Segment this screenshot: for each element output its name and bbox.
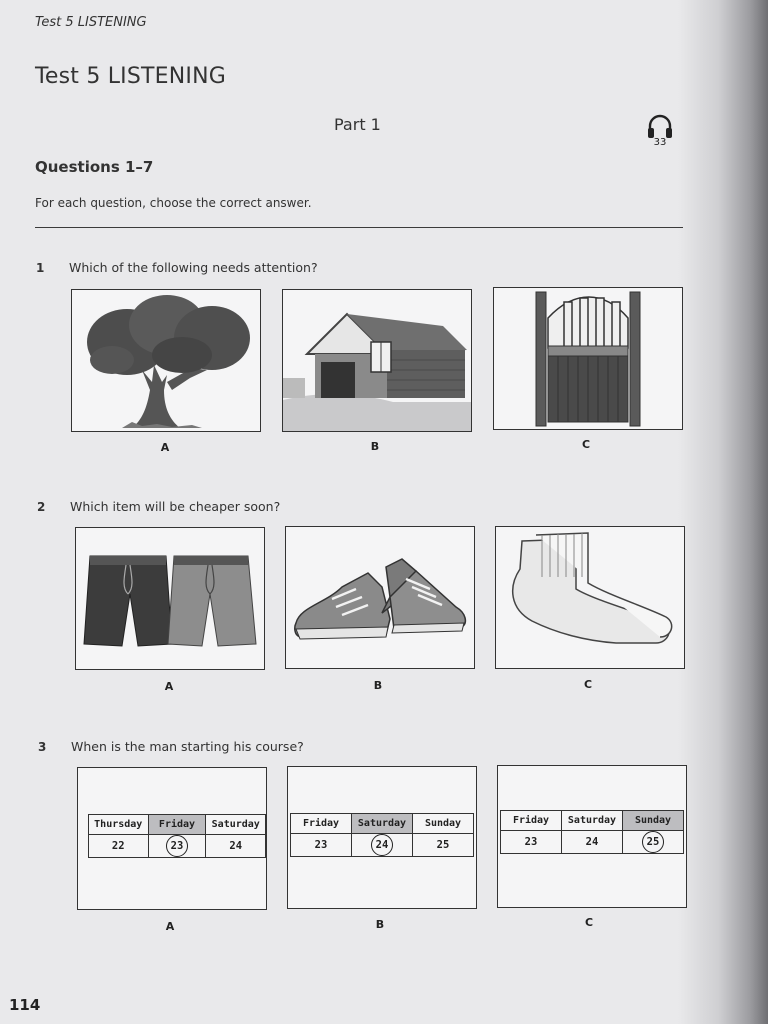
option-c-calendar[interactable] xyxy=(497,765,687,908)
option-label-a: A xyxy=(164,680,174,693)
option-a-shorts-picture[interactable] xyxy=(75,527,265,670)
calendar-date: 25 xyxy=(413,834,474,857)
headphones-icon xyxy=(646,113,674,139)
calendar-day: Thursday xyxy=(89,815,149,835)
circled-date: 25 xyxy=(642,831,664,853)
option-label-b: B xyxy=(370,440,380,453)
garage-image xyxy=(283,290,471,431)
calendar-date: 24 xyxy=(206,835,266,858)
tree-image xyxy=(72,290,260,431)
option-label-b: B xyxy=(375,918,385,931)
running-head: Test 5 LISTENING xyxy=(35,15,147,30)
option-label-c: C xyxy=(581,438,591,451)
calendar-date: 23 xyxy=(291,834,352,857)
instructions: For each question, choose the correct answer. xyxy=(35,196,312,210)
calendar-day-highlighted: Friday xyxy=(148,815,206,835)
gate-image xyxy=(494,288,682,429)
option-c-gate-picture[interactable] xyxy=(493,287,683,430)
calendar-date-circled xyxy=(352,834,413,857)
calendar-day: Saturday xyxy=(562,811,623,831)
calendar-day: Sunday xyxy=(413,814,474,834)
calendar-table xyxy=(500,810,684,854)
question-text: Which item will be cheaper soon? xyxy=(70,499,281,514)
calendar-table xyxy=(88,814,266,858)
option-label-b: B xyxy=(373,679,383,692)
calendar-table xyxy=(290,813,474,857)
calendar-day: Friday xyxy=(501,811,562,831)
calendar-date-circled xyxy=(623,831,684,854)
question-number: 3 xyxy=(38,740,47,754)
socks-image xyxy=(496,527,684,668)
page-title: Test 5 LISTENING xyxy=(35,64,227,89)
calendar-day: Friday xyxy=(291,814,352,834)
question-number: 1 xyxy=(36,261,45,275)
option-label-a: A xyxy=(165,920,175,933)
option-label-c: C xyxy=(583,678,593,691)
questions-heading: Questions 1–7 xyxy=(35,158,154,176)
question-text: When is the man starting his course? xyxy=(71,739,304,754)
option-a-tree-picture[interactable] xyxy=(71,289,261,432)
part-heading: Part 1 xyxy=(334,115,381,134)
calendar-date-circled xyxy=(148,835,206,858)
audio-track-number: 33 xyxy=(653,137,667,148)
calendar-day-highlighted: Sunday xyxy=(623,811,684,831)
divider-rule xyxy=(35,227,683,228)
calendar-date: 23 xyxy=(501,831,562,854)
option-label-c: C xyxy=(584,916,594,929)
calendar-date: 24 xyxy=(562,831,623,854)
question-number: 2 xyxy=(37,500,46,514)
calendar-day-highlighted: Saturday xyxy=(352,814,413,834)
option-b-trainers-picture[interactable] xyxy=(285,526,475,669)
option-b-garage-picture[interactable] xyxy=(282,289,472,432)
shorts-image xyxy=(76,528,264,669)
page-number: 114 xyxy=(9,996,41,1014)
option-c-socks-picture[interactable] xyxy=(495,526,685,669)
calendar-day: Saturday xyxy=(206,815,266,835)
audio-track-marker xyxy=(644,113,676,148)
page-edge-shadow xyxy=(678,0,768,1024)
option-b-calendar[interactable] xyxy=(287,766,477,909)
option-label-a: A xyxy=(160,441,170,454)
circled-date: 23 xyxy=(166,835,188,857)
calendar-date: 22 xyxy=(89,835,149,858)
trainers-image xyxy=(286,527,474,668)
circled-date: 24 xyxy=(371,834,393,856)
question-text: Which of the following needs attention? xyxy=(69,260,318,275)
option-a-calendar[interactable] xyxy=(77,767,267,910)
